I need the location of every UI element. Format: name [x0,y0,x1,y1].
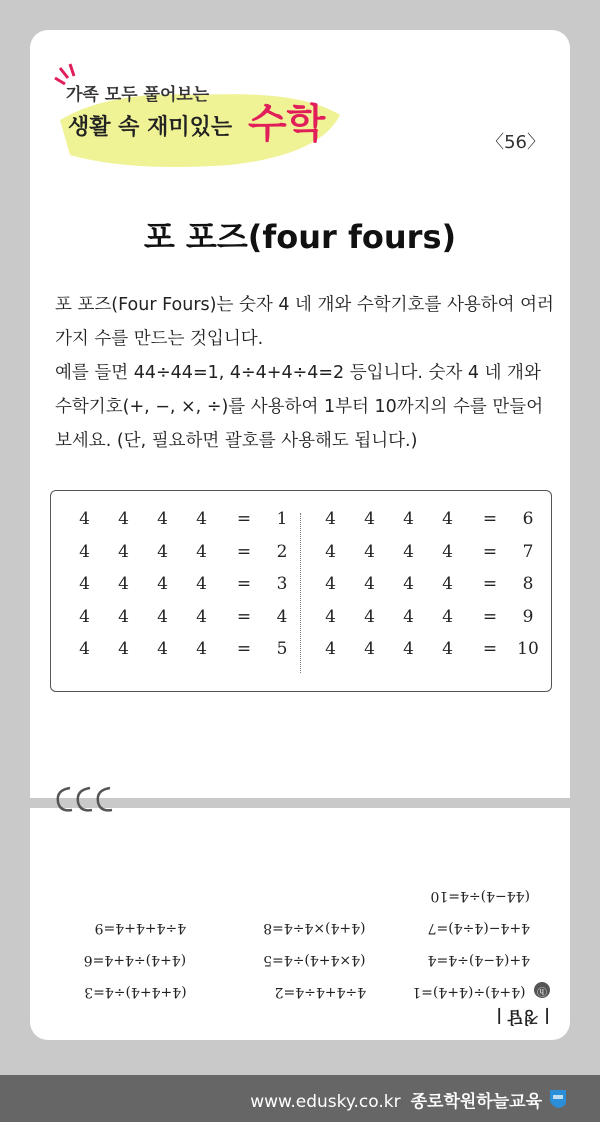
answer-6: (4+4)÷4+4=6 [83,952,187,968]
puzzle-digit: 4 [403,639,414,659]
puzzle-result: 4 [276,606,288,627]
puzzle-digit: 4 [79,639,90,659]
puzzle-right-column [311,509,543,672]
answer-7: 4+4−(4÷4)=7 [427,920,530,936]
answer-10: (44−4)÷4=10 [430,888,530,904]
puzzle-digit: 4 [364,509,375,529]
puzzle-equals: = [236,509,252,529]
puzzle-digit: 4 [196,509,207,529]
puzzle-digit: 4 [403,574,414,594]
puzzle-result: 8 [522,574,534,594]
puzzle-row-left-4 [65,607,297,640]
issue-number: 〈56〉 [486,132,545,153]
puzzle-equals: = [236,541,252,562]
answer-3: (4+4+4)÷4=3 [84,984,187,1000]
puzzle-result: 2 [276,541,288,562]
puzzle-row-right-2 [311,542,543,575]
puzzle-digit: 4 [157,509,168,529]
answers-upside-down [50,870,550,1030]
puzzle-digit: 4 [325,574,336,594]
answer-row-1 [84,982,550,1000]
answer-5: (4×4+4)÷4=5 [263,952,366,968]
puzzle-digit: 4 [403,509,414,529]
puzzle-digit: 4 [403,606,414,627]
puzzle-digit: 4 [157,574,168,594]
puzzle-equals: = [482,574,498,594]
puzzle-digit: 4 [325,606,336,627]
puzzle-left-column [65,509,297,672]
brand-logo-icon [548,1087,568,1109]
puzzle-digit: 4 [196,639,207,659]
puzzle-row-left-3 [65,574,297,607]
answer-row-3 [95,920,530,936]
puzzle-digit: 4 [325,541,336,562]
answer-4: 4+(4−4)÷4=4 [427,952,530,968]
puzzle-digit: 4 [118,509,129,529]
puzzle-result: 1 [276,509,288,529]
puzzle-digit: 4 [118,639,129,659]
puzzle-equals: = [236,574,252,594]
paragraph-2: 예를 들면 44÷44=1, 4÷4+4÷4=2 등입니다. 숫자 4 네 개와 수학기호(+, −, ×, ÷)를 사용하여 1부터 10까지의 수를 만들어 보세요. (단, 필요하면 괄호를 사용해도 됩니다.) [55,363,544,451]
puzzle-digit: 4 [118,574,129,594]
puzzle-result: 7 [522,541,534,562]
puzzle-digit: 4 [364,574,375,594]
puzzle-equals: = [482,639,498,659]
puzzle-digit: 4 [157,541,168,562]
logo-title: 생활 속 재미있는 [68,115,233,140]
puzzle-result: 10 [517,639,539,659]
puzzle-digit: 4 [442,606,453,627]
answers-badge: ⓗ [534,982,550,998]
puzzle-digit: 4 [442,509,453,529]
answer-8: (4+4)×4÷4=8 [263,920,366,936]
puzzle-row-right-4 [311,607,543,640]
puzzle-row-right-5 [311,639,543,672]
answer-row-4 [430,888,530,904]
answer-2: 4÷4+4÷4=2 [274,984,367,1000]
answer-1: (4+4)÷(4+4)=1 [412,984,526,1000]
puzzle-box [50,490,552,692]
footer-url[interactable]: www.edusky.co.kr [250,1092,401,1112]
puzzle-equals: = [236,606,252,627]
puzzle-row-right-3 [311,574,543,607]
puzzle-digit: 4 [196,541,207,562]
puzzle-digit: 4 [403,541,414,562]
puzzle-digit: 4 [79,606,90,627]
puzzle-digit: 4 [325,639,336,659]
footer [0,1075,600,1122]
puzzle-result: 5 [276,639,288,659]
puzzle-equals: = [482,541,498,562]
puzzle-digit: 4 [79,574,90,594]
puzzle-row-left-5 [65,639,297,672]
puzzle-result: 6 [522,509,534,529]
answer-row-2 [84,952,530,968]
puzzle-result: 9 [522,606,534,627]
puzzle-digit: 4 [325,509,336,529]
puzzle-digit: 4 [196,606,207,627]
puzzle-digit: 4 [118,606,129,627]
intro-text [55,288,555,458]
binder-rings-icon [52,782,122,818]
footer-text [250,1087,542,1112]
puzzle-equals: = [482,509,498,529]
puzzle-equals: = [236,639,252,659]
puzzle-digit: 4 [442,639,453,659]
puzzle-digit: 4 [442,574,453,594]
puzzle-equals: = [482,606,498,627]
puzzle-digit: 4 [364,606,375,627]
puzzle-digit: 4 [118,541,129,562]
puzzle-row-right-1 [311,509,543,542]
puzzle-digit: 4 [157,639,168,659]
puzzle-divider [300,513,301,673]
logo-subtitle: 가족 모두 풀어보는 [66,85,210,105]
answer-9: 4÷4+4+4=9 [94,920,187,936]
puzzle-digit: 4 [79,509,90,529]
puzzle-digit: 4 [196,574,207,594]
logo-math: 수학 [248,101,326,147]
puzzle-digit: 4 [364,541,375,562]
puzzle-digit: 4 [157,606,168,627]
puzzle-digit: 4 [364,639,375,659]
puzzle-digit: 4 [79,541,90,562]
puzzle-digit: 4 [442,541,453,562]
puzzle-result: 3 [276,574,288,594]
answers-title: | 정답 | [496,1008,550,1027]
paragraph-1: 포 포즈(Four Fours)는 숫자 4 네 개와 수학기호를 사용하여 여러 가지 수를 만드는 것입니다. [55,295,554,349]
puzzle-row-left-2 [65,542,297,575]
puzzle-row-left-1 [65,509,297,542]
page-title: 포 포즈(four fours) [143,218,457,256]
footer-brand: 종로학원하늘교육 [410,1092,542,1112]
